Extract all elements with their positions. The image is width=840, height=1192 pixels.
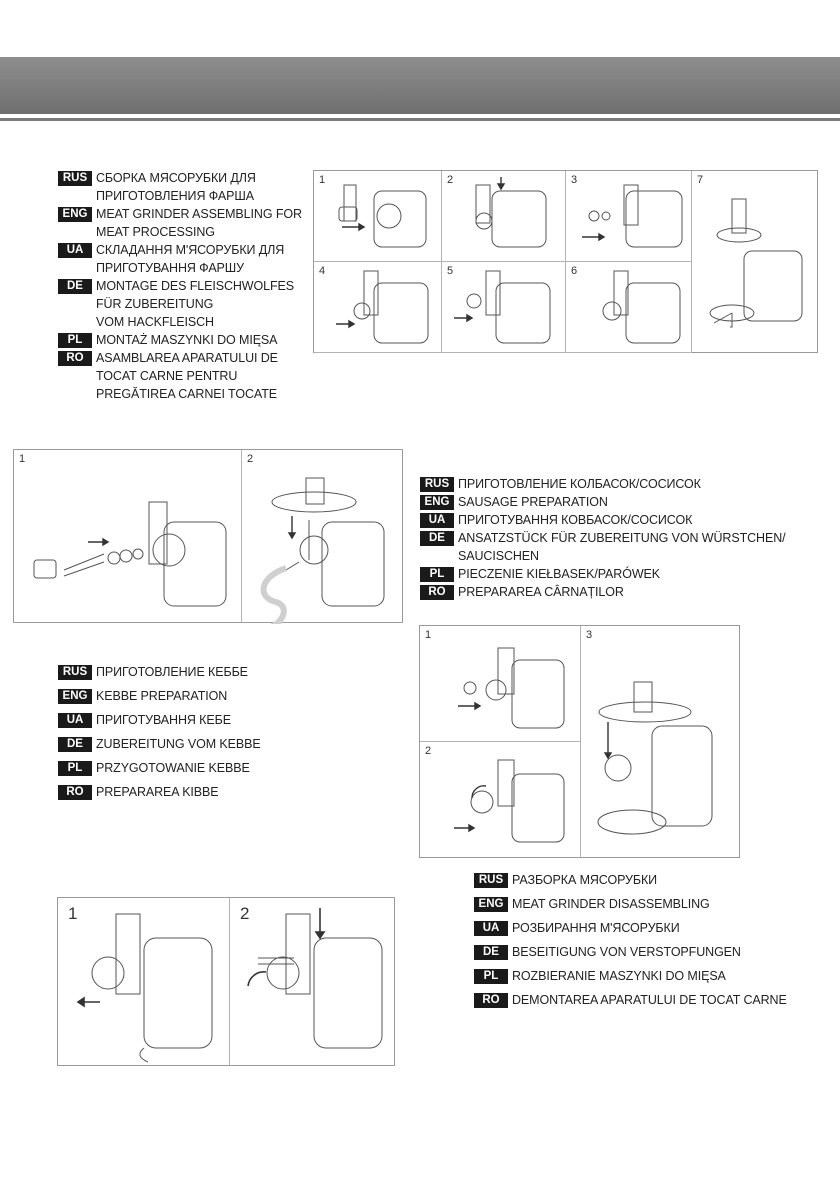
step-number: 1 bbox=[319, 174, 326, 186]
instruction-line: SAUSAGE PREPARATION bbox=[458, 495, 608, 509]
instruction-line: KEBBE PREPARATION bbox=[96, 689, 228, 703]
language-badge: RUS bbox=[58, 665, 92, 680]
step-number: 2 bbox=[447, 174, 454, 186]
language-badge: RUS bbox=[474, 873, 508, 888]
instruction-text bbox=[458, 529, 786, 565]
instruction-text bbox=[96, 759, 250, 777]
instruction-text bbox=[458, 511, 692, 529]
instruction-text bbox=[512, 943, 741, 961]
language-badge: PL bbox=[58, 761, 92, 776]
step-number: 1 bbox=[68, 904, 78, 923]
kebbe-figure bbox=[419, 625, 740, 858]
language-row-eng bbox=[58, 205, 302, 241]
instruction-line: SAUCISCHEN bbox=[458, 549, 539, 563]
language-badge: ENG bbox=[58, 207, 92, 222]
instruction-text bbox=[96, 277, 294, 331]
instruction-line: FÜR ZUBEREITUNG bbox=[96, 297, 214, 311]
language-badge: RO bbox=[58, 351, 92, 366]
language-badge: RO bbox=[420, 585, 454, 600]
instruction-text bbox=[96, 331, 277, 349]
instruction-line: MONTAŻ MASZYNKI DO MIĘSA bbox=[96, 333, 278, 347]
instruction-line: PREGĂTIREA CARNEI TOCATE bbox=[96, 387, 277, 401]
step-number: 2 bbox=[240, 904, 250, 923]
language-badge: ENG bbox=[474, 897, 508, 912]
language-row-de bbox=[58, 277, 302, 331]
language-row-ua bbox=[58, 241, 302, 277]
instruction-line: ANSATZSTÜCK FÜR ZUBEREITUNG VON WÜRSTCHEN/ bbox=[458, 531, 786, 545]
instruction-line: PREPARAREA KIBBE bbox=[96, 785, 219, 799]
instruction-line: ПРИГОТОВЛЕНИЕ КЕББЕ bbox=[96, 665, 248, 679]
step-number: 7 bbox=[697, 174, 704, 186]
instruction-text bbox=[96, 205, 302, 241]
language-badge: ENG bbox=[58, 689, 92, 704]
instruction-text bbox=[512, 895, 710, 913]
instruction-line: СКЛАДАННЯ М'ЯСОРУБКИ ДЛЯ bbox=[96, 243, 285, 257]
language-row-eng bbox=[474, 895, 787, 913]
instruction-line: MEAT PROCESSING bbox=[96, 225, 215, 239]
instruction-line: MEAT GRINDER ASSEMBLING FOR bbox=[96, 207, 302, 221]
instruction-line: ПРИГОТУВАННЯ КОВБАСОК/СОСИСОК bbox=[458, 513, 693, 527]
step-number: 3 bbox=[571, 174, 578, 186]
step-number: 1 bbox=[425, 629, 432, 641]
step-number: 2 bbox=[425, 745, 432, 757]
language-badge: UA bbox=[420, 513, 454, 528]
language-row-rus bbox=[420, 475, 786, 493]
instruction-line: BESEITIGUNG VON VERSTOPFUNGEN bbox=[512, 945, 741, 959]
sausage-figure bbox=[13, 449, 403, 623]
language-row-de bbox=[58, 735, 261, 753]
language-row-pl bbox=[58, 331, 302, 349]
instruction-text bbox=[96, 783, 219, 801]
instruction-text bbox=[96, 687, 227, 705]
language-row-ua bbox=[420, 511, 786, 529]
instruction-text bbox=[96, 349, 278, 403]
language-row-ro bbox=[58, 349, 302, 403]
language-badge: RUS bbox=[420, 477, 454, 492]
language-row-pl bbox=[474, 967, 787, 985]
step-number: 6 bbox=[571, 265, 578, 277]
instruction-line: ZUBEREITUNG VOM KEBBE bbox=[96, 737, 261, 751]
instruction-text bbox=[96, 735, 261, 753]
instruction-line: ПРИГОТУВАННЯ ФАРШУ bbox=[96, 261, 244, 275]
language-row-ro bbox=[58, 783, 261, 801]
language-badge: PL bbox=[420, 567, 454, 582]
language-badge: RO bbox=[474, 993, 508, 1008]
instruction-line: VOM HACKFLEISCH bbox=[96, 315, 214, 329]
instruction-text bbox=[512, 919, 680, 937]
language-row-ro bbox=[420, 583, 786, 601]
instruction-line: ПРИГОТОВЛЕНИЕ КОЛБАСОК/СОСИСОК bbox=[458, 477, 701, 491]
instruction-text bbox=[458, 493, 608, 511]
sausage-language-list bbox=[420, 475, 786, 601]
instruction-text bbox=[458, 583, 624, 601]
language-badge: ENG bbox=[420, 495, 454, 510]
instruction-text bbox=[512, 967, 726, 985]
instruction-line: СБОРКА МЯСОРУБКИ ДЛЯ bbox=[96, 171, 256, 185]
language-row-ua bbox=[474, 919, 787, 937]
language-badge: DE bbox=[58, 279, 92, 294]
disassembly-illustrations bbox=[58, 898, 396, 1067]
language-badge: DE bbox=[474, 945, 508, 960]
language-badge: PL bbox=[474, 969, 508, 984]
language-badge: UA bbox=[58, 243, 92, 258]
language-badge: UA bbox=[474, 921, 508, 936]
instruction-text bbox=[96, 663, 248, 681]
assembly-illustrations bbox=[314, 171, 819, 354]
instruction-text bbox=[96, 711, 231, 729]
step-number: 2 bbox=[247, 453, 254, 465]
instruction-text bbox=[96, 169, 256, 205]
kebbe-language-list bbox=[58, 663, 261, 807]
instruction-text bbox=[458, 475, 701, 493]
language-badge: DE bbox=[58, 737, 92, 752]
instruction-text bbox=[512, 871, 657, 889]
step-number: 1 bbox=[19, 453, 26, 465]
language-row-rus bbox=[474, 871, 787, 889]
header-rule bbox=[0, 118, 840, 121]
assembly-language-list bbox=[58, 169, 302, 403]
sausage-illustrations bbox=[14, 450, 404, 624]
language-row-eng bbox=[420, 493, 786, 511]
instruction-text bbox=[458, 565, 660, 583]
instruction-line: PRZYGOTOWANIE KEBBE bbox=[96, 761, 250, 775]
instruction-line: MEAT GRINDER DISASSEMBLING bbox=[512, 897, 710, 911]
instruction-line: ПРИГОТУВАННЯ КЕБЕ bbox=[96, 713, 231, 727]
language-row-eng bbox=[58, 687, 261, 705]
instruction-line: PIECZENIE KIEŁBASEK/PARÓWEK bbox=[458, 567, 660, 581]
language-badge: RUS bbox=[58, 171, 92, 186]
language-badge: UA bbox=[58, 713, 92, 728]
language-row-pl bbox=[58, 759, 261, 777]
assembly-figure bbox=[313, 170, 818, 353]
language-row-ua bbox=[58, 711, 261, 729]
step-number: 3 bbox=[586, 629, 593, 641]
header-band bbox=[0, 57, 840, 114]
instruction-line: DEMONTAREA APARATULUI DE TOCAT CARNE bbox=[512, 993, 787, 1007]
instruction-line: РАЗБОРКА МЯСОРУБКИ bbox=[512, 873, 658, 887]
instruction-text bbox=[96, 241, 284, 277]
step-number: 4 bbox=[319, 265, 326, 277]
disassembly-language-list bbox=[474, 871, 787, 1015]
language-badge: PL bbox=[58, 333, 92, 348]
language-row-de bbox=[474, 943, 787, 961]
instruction-text bbox=[512, 991, 787, 1009]
step-number: 5 bbox=[447, 265, 454, 277]
instruction-line: ROZBIERANIE MASZYNKI DO MIĘSA bbox=[512, 969, 726, 983]
instruction-line: MONTAGE DES FLEISCHWOLFES bbox=[96, 279, 294, 293]
instruction-line: РОЗБИРАННЯ М'ЯСОРУБКИ bbox=[512, 921, 680, 935]
language-badge: DE bbox=[420, 531, 454, 546]
language-row-ro bbox=[474, 991, 787, 1009]
language-badge: RO bbox=[58, 785, 92, 800]
instruction-line: ASAMBLAREA APARATULUI DE bbox=[96, 351, 278, 365]
language-row-rus bbox=[58, 663, 261, 681]
instruction-line: ПРИГОТОВЛЕНИЯ ФАРША bbox=[96, 189, 254, 203]
instruction-line: TOCAT CARNE PENTRU bbox=[96, 369, 238, 383]
disassembly-figure bbox=[57, 897, 395, 1066]
instruction-line: PREPARAREA CÂRNAȚILOR bbox=[458, 585, 624, 599]
language-row-pl bbox=[420, 565, 786, 583]
kebbe-illustrations bbox=[420, 626, 741, 859]
language-row-de bbox=[420, 529, 786, 565]
language-row-rus bbox=[58, 169, 302, 205]
